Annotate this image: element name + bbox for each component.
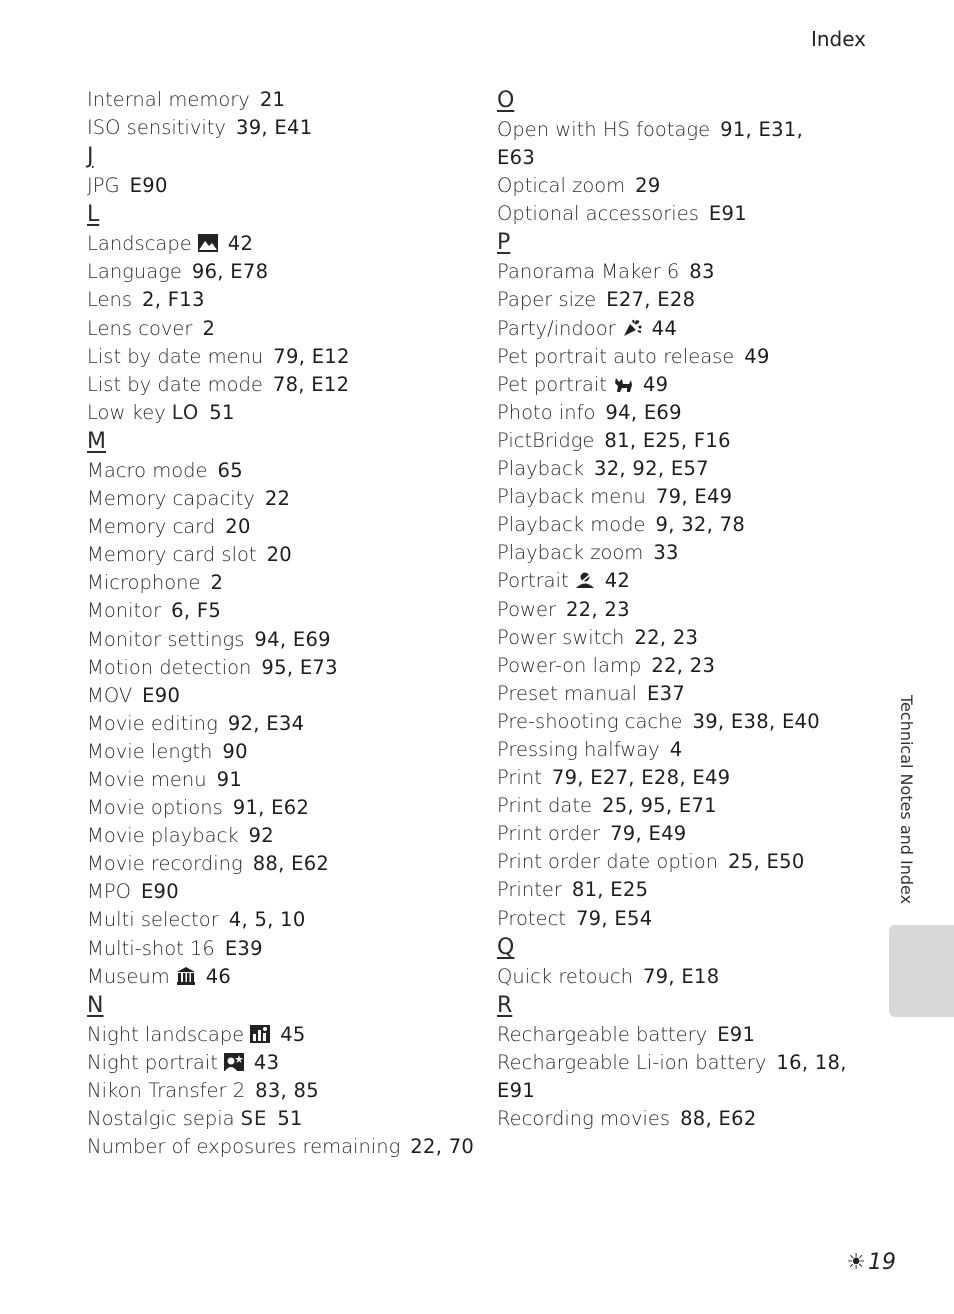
mode-text-icon: SE: [240, 1107, 268, 1130]
index-entry-pages: 81, E25, F16: [604, 428, 731, 452]
pet-icon: [613, 375, 633, 393]
index-entry-label: Party/indoor: [497, 316, 616, 340]
landscape-icon: [198, 234, 218, 252]
index-entry-pages: E90: [140, 880, 179, 904]
index-entry-pages: E37: [647, 681, 686, 705]
index-entry-label: Pet portrait auto release: [497, 344, 735, 368]
index-entry: [497, 736, 877, 764]
index-entry-label: MPO: [87, 880, 131, 904]
index-entry-label: Power-on lamp: [497, 653, 642, 677]
index-entry: [87, 1105, 477, 1133]
index-entry-label: Rechargeable Li-ion battery: [497, 1050, 767, 1074]
index-entry-pages: 65: [217, 458, 243, 482]
index-entry-label: Nostalgic sepia: [87, 1107, 235, 1130]
mode-text-icon: LO: [171, 400, 200, 424]
index-entry: [87, 315, 477, 343]
index-entry: [497, 680, 877, 708]
index-entry-label: Panorama Maker 6: [497, 260, 680, 284]
index-entry: [87, 230, 477, 258]
index-entry-pages: 51: [277, 1107, 303, 1130]
index-entry-pages: E91: [497, 1078, 536, 1102]
index-entry-pages: E63: [497, 146, 536, 170]
index-entry-pages: 79, E27, E28, E49: [551, 766, 731, 790]
page-header-title: Index: [810, 27, 866, 51]
index-entry-label: Movie recording: [87, 852, 243, 876]
index-entry: [497, 343, 877, 371]
index-entry-pages: 49: [642, 372, 669, 396]
index-entry-label: Portrait: [497, 569, 569, 593]
index-entry-label: Optional accessories: [497, 202, 699, 226]
index-entry-pages: 46: [205, 964, 232, 988]
reference-sun-icon: ☀: [846, 1250, 866, 1275]
index-entry-pages: 79, E49: [655, 485, 733, 509]
index-entry: [497, 624, 877, 652]
index-entry-pages: 51: [209, 400, 235, 424]
index-entry-pages: 20: [225, 515, 251, 539]
index-entry: [497, 427, 877, 455]
index-entry: [497, 1049, 877, 1077]
index-entry: [497, 820, 877, 848]
index-entry-pages: 83: [689, 260, 715, 284]
index-entry-pages: E90: [129, 174, 168, 198]
index-entry: [87, 654, 477, 682]
index-entry-label: Internal memory: [87, 88, 250, 111]
index-entry: [87, 738, 477, 766]
index-entry: [87, 258, 477, 286]
index-section-letter: O: [497, 88, 515, 113]
index-entry-label: Multi-shot 16: [87, 936, 215, 960]
index-entry-label: List by date mode: [87, 372, 263, 396]
index-column-left: [87, 86, 477, 1161]
index-entry-label: Museum: [87, 964, 170, 988]
index-entry: [87, 457, 477, 485]
index-entry-pages: 79, E18: [642, 964, 720, 988]
index-entry: [87, 963, 477, 991]
index-entry-label: Macro mode: [87, 458, 208, 482]
index-entry-label: Photo info: [497, 400, 596, 424]
index-entry-pages: 2, F13: [142, 288, 205, 312]
index-entry-pages: 92: [248, 824, 274, 848]
index-entry-pages: 94, E69: [254, 627, 331, 651]
index-entry-label: Pet portrait: [497, 372, 607, 396]
index-entry-label: JPG: [87, 174, 120, 198]
index-entry-pages: 95, E73: [261, 655, 338, 679]
index-entry: [87, 710, 477, 738]
index-entry-pages: 88, E62: [680, 1107, 757, 1130]
index-entry-pages: 32, 92, E57: [594, 457, 709, 481]
index-entry-label: Multi selector: [87, 908, 219, 932]
index-entry-label: List by date menu: [87, 344, 264, 368]
index-entry-label: Monitor settings: [87, 627, 245, 651]
index-section-letter: L: [87, 202, 100, 228]
index-entry-label: Number of exposures remaining: [87, 1135, 401, 1159]
index-entry-label: Memory card slot: [87, 543, 257, 567]
index-entry: [87, 541, 477, 569]
index-entry: [87, 850, 477, 878]
index-entry-pages: 83, 85: [255, 1078, 319, 1102]
index-entry-label: Print order date option: [497, 850, 719, 874]
index-entry-label: Movie playback: [87, 824, 239, 848]
index-entry: [497, 371, 877, 399]
index-entry: [87, 172, 477, 200]
index-entry: [87, 513, 477, 541]
index-entry: [497, 792, 877, 820]
index-entry-pages: E27, E28: [606, 288, 696, 312]
index-entry: [87, 399, 477, 427]
index-entry-label: Paper size: [497, 288, 597, 312]
index-entry: [87, 485, 477, 513]
index-entry: [497, 172, 877, 200]
index-entry-pages: 79, E49: [610, 822, 687, 846]
index-entry: [497, 483, 877, 511]
index-entry-pages: 91, E31,: [720, 118, 804, 141]
index-entry-label: Movie length: [87, 739, 213, 763]
index-entry-label: Quick retouch: [497, 964, 633, 988]
index-entry-pages: 42: [604, 569, 631, 593]
index-entry-pages: 9, 32, 78: [655, 513, 746, 537]
index-entry-pages: 33: [653, 541, 679, 565]
portrait-icon: [575, 571, 595, 589]
party-icon: [622, 319, 642, 337]
index-entry: [87, 906, 477, 934]
index-entry: [87, 343, 477, 371]
index-entry: [497, 539, 877, 567]
index-entry-pages: 79, E54: [575, 906, 653, 930]
index-entry: [87, 597, 477, 625]
index-entry: [87, 794, 477, 822]
index-entry-label: PictBridge: [497, 428, 595, 452]
index-entry-label: Monitor: [87, 599, 162, 623]
index-column-right: [497, 86, 877, 1133]
index-entry-pages: 42: [227, 232, 254, 256]
index-entry: [497, 455, 877, 483]
index-entry-pages: 39, E41: [235, 116, 313, 140]
index-entry-pages: E90: [142, 683, 181, 707]
index-entry: [87, 682, 477, 710]
index-entry: [87, 1133, 477, 1161]
index-entry-pages: 96, E78: [191, 260, 269, 284]
index-entry-pages: 22: [264, 487, 291, 511]
index-entry-label: Lens cover: [87, 316, 193, 340]
index-entry-pages: 44: [651, 316, 678, 340]
index-entry-label: Pressing halfway: [497, 737, 660, 761]
index-entry-pages: 39, E38, E40: [692, 709, 820, 733]
night-landscape-icon: [250, 1025, 270, 1043]
index-entry: [497, 1021, 877, 1049]
index-entry: [87, 878, 477, 906]
index-entry-label: Playback menu: [497, 485, 646, 509]
index-entry: [497, 848, 877, 876]
index-entry-pages: E39: [224, 936, 263, 960]
index-entry-label: Memory capacity: [87, 487, 255, 511]
index-entry-pages: 88, E62: [252, 852, 330, 876]
index-entry: [497, 144, 877, 172]
index-entry: [497, 1105, 877, 1133]
index-entry-pages: 90: [222, 739, 248, 763]
museum-icon: [176, 967, 196, 985]
index-entry-label: Protect: [497, 906, 566, 930]
index-entry: [87, 626, 477, 654]
index-entry: [87, 1021, 477, 1049]
index-entry-label: Rechargeable battery: [497, 1022, 708, 1046]
side-section-label: Technical Notes and Index: [897, 695, 916, 905]
index-entry: [497, 708, 877, 736]
index-entry: [497, 963, 877, 991]
index-entry-pages: 29: [635, 174, 661, 198]
index-entry-label: Pre-shooting cache: [497, 709, 683, 733]
index-entry-label: Power switch: [497, 625, 625, 649]
index-entry: [87, 766, 477, 794]
index-entry-pages: 25, 95, E71: [602, 794, 717, 818]
index-section-letter: J: [87, 144, 94, 170]
index-entry-pages: 6, F5: [171, 599, 222, 623]
index-entry: [497, 1077, 877, 1105]
section-tab: [889, 925, 954, 1017]
index-section-letter: R: [497, 992, 513, 1018]
index-entry: [87, 286, 477, 314]
index-entry-pages: 92, E34: [227, 711, 305, 735]
index-entry-pages: 25, E50: [728, 850, 805, 874]
index-entry-label: Printer: [497, 878, 562, 902]
night-portrait-icon: [224, 1053, 244, 1071]
index-entry: [87, 1049, 477, 1077]
index-entry: [497, 567, 877, 595]
index-entry: [497, 116, 877, 144]
index-entry-label: Playback: [497, 457, 585, 481]
index-entry-label: MOV: [87, 683, 133, 707]
index-entry-label: Optical zoom: [497, 174, 626, 198]
index-entry-label: Lens: [87, 288, 133, 312]
index-entry: [87, 371, 477, 399]
index-entry-pages: 79, E12: [273, 344, 350, 368]
index-entry-label: Language: [87, 260, 182, 284]
index-entry-label: Print date: [497, 794, 593, 818]
index-entry-label: Movie menu: [87, 767, 207, 791]
index-entry-label: Motion detection: [87, 655, 252, 679]
index-section-letter: M: [87, 428, 106, 454]
index-entry: [87, 86, 477, 114]
index-entry-label: Landscape: [87, 232, 192, 256]
index-entry: [497, 652, 877, 680]
index-entry-label: Microphone: [87, 571, 201, 595]
index-section-letter: Q: [497, 934, 515, 960]
page-number: ☀19: [846, 1250, 896, 1275]
index-section-letter: N: [87, 992, 104, 1018]
index-entry-pages: 81, E25: [571, 878, 649, 902]
index-entry-label: Movie options: [87, 796, 223, 820]
index-entry-pages: 78, E12: [272, 372, 350, 396]
index-entry-label: Print: [497, 766, 542, 790]
index-entry-pages: 2: [202, 316, 216, 340]
index-entry: [497, 315, 877, 343]
index-entry-label: Recording movies: [497, 1107, 671, 1130]
index-entry-pages: 21: [259, 88, 286, 111]
index-entry: [497, 511, 877, 539]
index-entry-pages: 16, 18,: [776, 1050, 847, 1074]
index-entry-label: ISO sensitivity: [87, 116, 226, 140]
index-entry-pages: 94, E69: [605, 400, 682, 424]
index-entry: [87, 822, 477, 850]
index-entry: [497, 258, 877, 286]
index-entry-label: Print order: [497, 822, 601, 846]
index-entry: [497, 200, 877, 228]
index-entry-pages: 22, 23: [651, 653, 716, 677]
index-entry: [87, 569, 477, 597]
index-entry-pages: 4: [669, 737, 683, 761]
index-entry-label: Preset manual: [497, 681, 638, 705]
index-entry-pages: 91, E62: [232, 796, 310, 820]
index-entry-pages: 22, 23: [565, 597, 630, 621]
index-entry-pages: 4, 5, 10: [228, 908, 306, 932]
index-entry-label: Playback mode: [497, 513, 646, 537]
index-entry: [497, 286, 877, 314]
index-entry-label: Nikon Transfer 2: [87, 1078, 246, 1102]
index-entry-label: Night landscape: [87, 1022, 245, 1046]
index-entry-pages: 49: [744, 344, 770, 368]
index-entry-label: Low key: [87, 400, 166, 424]
index-entry: [87, 935, 477, 963]
index-section-letter: P: [497, 230, 511, 256]
index-entry-pages: 2: [210, 571, 224, 595]
index-entry: [497, 764, 877, 792]
index-entry-pages: 22, 23: [634, 625, 699, 649]
index-entry-pages: E91: [717, 1022, 756, 1046]
index-entry: [497, 596, 877, 624]
index-entry-label: Movie editing: [87, 711, 218, 735]
index-entry-pages: E91: [708, 202, 747, 226]
index-entry-label: Playback zoom: [497, 541, 644, 565]
index-entry-label: Open with HS footage: [497, 118, 711, 141]
index-entry: [497, 905, 877, 933]
index-entry: [87, 1077, 477, 1105]
index-entry-pages: 22, 70: [410, 1135, 475, 1159]
index-entry: [87, 114, 477, 142]
index-entry-label: Night portrait: [87, 1050, 218, 1074]
index-entry-label: Power: [497, 597, 556, 621]
index-entry: [497, 399, 877, 427]
index-entry-pages: 20: [266, 543, 292, 567]
index-entry-pages: 45: [280, 1022, 306, 1046]
index-entry-label: Memory card: [87, 515, 216, 539]
index-entry: [497, 876, 877, 904]
index-entry-pages: 43: [253, 1050, 280, 1074]
index-entry-pages: 91: [216, 767, 243, 791]
